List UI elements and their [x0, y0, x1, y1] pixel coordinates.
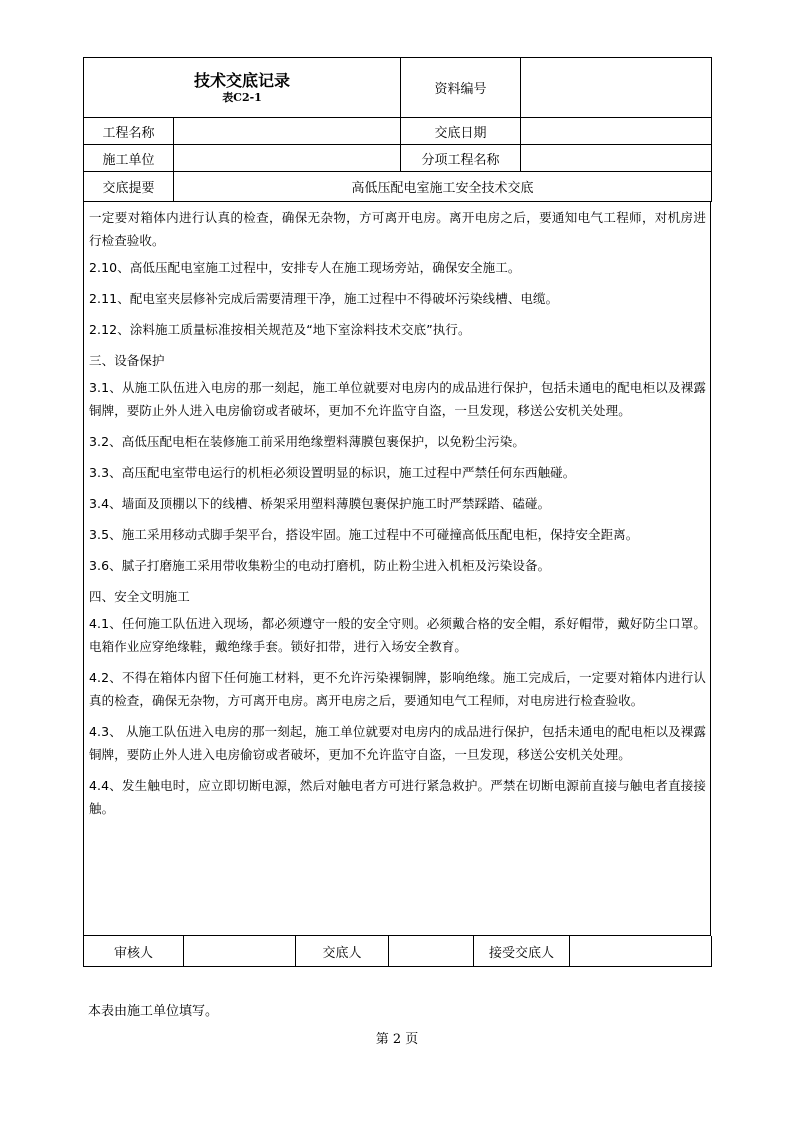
content-paragraph: 3.6、腻子打磨施工采用带收集粉尘的电动打磨机，防止粉尘进入机柜及污染设备。	[89, 558, 551, 573]
reviewer-field[interactable]	[184, 936, 296, 967]
contractor-field[interactable]	[174, 145, 401, 172]
form-header-table	[83, 57, 712, 202]
receiver-label: 接受交底人	[474, 936, 570, 967]
content-paragraph: 2.10、高低压配电室施工过程中，安排专人在施工现场旁站，确保安全施工。	[89, 260, 521, 275]
subproject-field[interactable]	[521, 145, 712, 172]
receiver-field[interactable]	[570, 936, 712, 967]
form-footnote: 本表由施工单位填写。	[88, 1004, 219, 1019]
content-paragraph: 3.5、施工采用移动式脚手架平台，搭设牢固。施工过程中不可碰撞高低压配电柜，保持安全距离。	[89, 527, 639, 542]
contractor-label: 施工单位	[84, 145, 174, 172]
content-paragraph: 3.2、高低压配电柜在装修施工前采用绝缘塑料薄膜包裹保护，以免粉尘污染。	[89, 434, 525, 449]
discloser-label: 交底人	[296, 936, 389, 967]
content-paragraph: 2.11、配电室夹层修补完成后需要清理干净，施工过程中不得破坏污染线槽、电缆。	[89, 291, 559, 306]
discloser-field[interactable]	[389, 936, 474, 967]
signature-table	[83, 936, 712, 967]
reviewer-label: 审核人	[84, 936, 184, 967]
disclosure-content	[83, 202, 711, 936]
date-field[interactable]	[521, 118, 712, 145]
doc-no-label: 资料编号	[401, 58, 521, 118]
content-paragraph: 3.4、墙面及顶棚以下的线槽、桥架采用塑料薄膜包裹保护施工时严禁踩踏、磕碰。	[89, 496, 551, 511]
content-paragraph: 4.2、不得在箱体内留下任何施工材料，更不允许污染裸铜牌，影响绝缘。施工完成后，一定要对箱体内进行认真的检查，确保无杂物，方可离开电房。离开电房之后，要通知电气工程师，对电房进行检查验收。	[89, 670, 706, 708]
project-name-label: 工程名称	[84, 118, 174, 145]
subproject-label: 分项工程名称	[401, 145, 521, 172]
content-paragraph: 一定要对箱体内进行认真的检查，确保无杂物，方可离开电房。离开电房之后，要通知电气工程师，对机房进行检查验收。	[89, 210, 706, 248]
content-paragraph: 4.3、 从施工队伍进入电房的那一刻起，施工单位就要对电房内的成品进行保护，包括未通电的配电柜以及裸露铜牌，要防止外人进入电房偷窃或者破坏，更加不允许监守自盗，一旦发现，移送公安机关处理。	[89, 724, 706, 762]
content-paragraph: 3.3、高压配电室带电运行的机柜必须设置明显的标识，施工过程中严禁任何东西触碰。	[89, 465, 576, 480]
form-title: 技术交底记录	[194, 70, 291, 90]
page-number: 第 2 页	[375, 1032, 419, 1047]
summary-value: 高低压配电室施工安全技术交底	[174, 172, 712, 202]
summary-label: 交底提要	[84, 172, 174, 202]
section-heading: 四、安全文明施工	[89, 589, 190, 604]
form-number: 表C2-1	[222, 90, 262, 104]
content-paragraph: 4.4、发生触电时，应立即切断电源，然后对触电者方可进行紧急救护。严禁在切断电源前直接与触电者直接接触。	[89, 778, 706, 816]
doc-no-field[interactable]	[521, 58, 712, 118]
section-heading: 三、设备保护	[89, 353, 165, 368]
form-title-cell	[84, 58, 401, 118]
content-paragraph: 4.1、任何施工队伍进入现场，都必须遵守一般的安全守则。必须戴合格的安全帽，系好帽带，戴好防尘口罩。电箱作业应穿绝缘鞋，戴绝缘手套。锁好扣带，进行入场安全教育。	[89, 616, 706, 654]
content-paragraph: 3.1、从施工队伍进入电房的那一刻起，施工单位就要对电房内的成品进行保护，包括未通电的配电柜以及裸露铜牌，要防止外人进入电房偷窃或者破坏，更加不允许监守自盗，一旦发现，移送公安机关处理。	[89, 380, 706, 418]
date-label: 交底日期	[401, 118, 521, 145]
content-paragraph: 2.12、涂料施工质量标准按相关规范及“地下室涂料技术交底”执行。	[89, 322, 471, 337]
project-name-field[interactable]	[174, 118, 401, 145]
disclosure-form	[83, 57, 711, 967]
